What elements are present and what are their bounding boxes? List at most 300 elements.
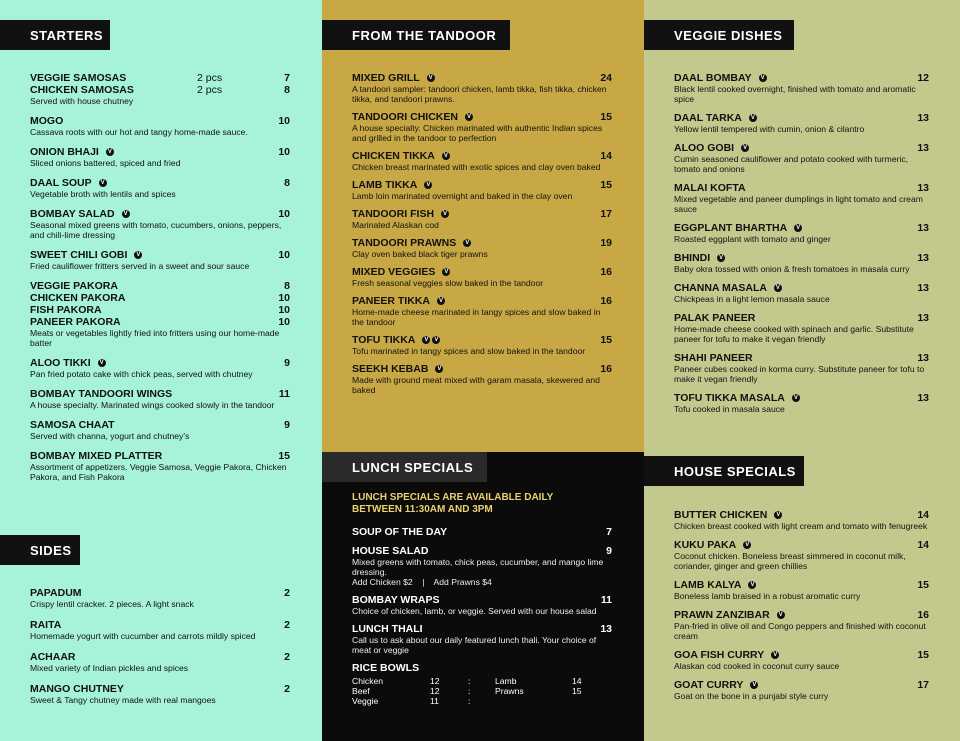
- menu-item-description: A house specialty. Chicken marinated with authentic Indian spices and grilled in the tandoor to perfection: [352, 123, 603, 143]
- rice-bowl-name: Veggie: [352, 696, 379, 706]
- menu-item-description: Chicken breast marinated with exotic spices and clay oven baked: [352, 162, 601, 172]
- vegetarian-icon: V: [136, 252, 141, 258]
- menu-item-description: Tofu marinated in tangy spices and slow baked in the tandoor: [352, 346, 586, 356]
- menu-item: [30, 249, 290, 271]
- veggie-list: [674, 72, 929, 422]
- menu-item-description: Served with channa, yogurt and chutney's: [30, 431, 190, 441]
- menu-item-price: 10: [278, 292, 290, 304]
- menu-item-description: Coconut chicken. Boneless breast simmered in coconut milk, coriander, ginger and green chillies: [674, 551, 906, 571]
- menu-item: [352, 72, 612, 104]
- vegetarian-icon: V: [760, 75, 765, 81]
- vegetarian-icon: V: [778, 612, 783, 618]
- menu-item-name: BUTTER CHICKEN: [674, 509, 768, 521]
- menu-item-price: 7: [284, 72, 290, 84]
- lunch-list: [352, 492, 612, 713]
- menu-item: [674, 312, 929, 344]
- section-header-house: HOUSE SPECIALS: [644, 456, 804, 486]
- menu-item-row: [30, 72, 290, 84]
- menu-item-price: 14: [917, 539, 929, 551]
- sides-list: [30, 587, 290, 715]
- menu-item-row: [30, 683, 290, 695]
- menu-item: [674, 352, 929, 384]
- menu-item-description: Marinated Alaskan cod: [352, 220, 439, 230]
- menu-item-name: HOUSE SALAD: [352, 545, 429, 557]
- menu-item-quantity: 2 pcs: [197, 72, 223, 84]
- menu-item: [30, 115, 290, 137]
- menu-item-description: Lamb loin marinated overnight and baked in the clay oven: [352, 191, 573, 201]
- menu-item: [30, 450, 290, 482]
- menu-item: [30, 587, 290, 609]
- rice-bowl-price: 14: [572, 676, 582, 686]
- menu-item-price: 12: [917, 72, 929, 84]
- menu-item-row: [674, 679, 929, 691]
- menu-item-price: 14: [917, 509, 929, 521]
- menu-item-row: [30, 388, 290, 400]
- menu-item-name: TANDOORI FISH: [352, 208, 435, 220]
- vegetarian-icon: V: [465, 240, 470, 246]
- menu-item-name: ALOO TIKKI: [30, 357, 91, 369]
- menu-item-name: PAPADUM: [30, 587, 82, 599]
- menu-item-price: 13: [917, 142, 929, 154]
- menu-item-price: 10: [278, 146, 290, 158]
- menu-item: [352, 208, 612, 230]
- menu-item-description: Chicken breast cooked with light cream and tomato with fenugreek: [674, 521, 928, 531]
- menu-item-price: 19: [600, 237, 612, 249]
- menu-item-row: [674, 392, 929, 404]
- menu-item-row: [30, 304, 290, 316]
- menu-item: [30, 292, 290, 304]
- menu-item-description: Home-made cheese marinated in tangy spices and slow baked in the tandoor: [352, 307, 601, 327]
- vegetarian-icon: V: [443, 153, 448, 159]
- menu-item-row: [352, 150, 612, 162]
- menu-item-row: [674, 222, 929, 234]
- menu-item-row: [674, 312, 929, 324]
- menu-item-description: Crispy lentil cracker. 2 pieces. A light snack: [30, 599, 194, 609]
- menu-item-row: [352, 237, 612, 249]
- menu-item-price: 15: [600, 179, 612, 191]
- menu-item-price: 2: [284, 619, 290, 631]
- menu-item-name: SHAHI PANEER: [674, 352, 753, 364]
- menu-item-row: [674, 509, 929, 521]
- vegetarian-icon: V: [750, 115, 755, 121]
- menu-item-description: Yellow lentil tempered with cumin, onion & cilantro: [674, 124, 865, 134]
- menu-item-description: Tofu cooked in masala sauce: [674, 404, 785, 414]
- menu-item: [352, 150, 612, 172]
- menu-item-name: DAAL SOUP: [30, 177, 92, 189]
- menu-item-quantity: 2 pcs: [197, 84, 223, 96]
- menu-item-row: [30, 619, 290, 631]
- rice-bowl-separator: :: [468, 696, 471, 706]
- menu-item-price: 13: [917, 312, 929, 324]
- menu-item: [30, 84, 290, 106]
- menu-item: [30, 419, 290, 441]
- menu-item-description: Roasted eggplant with tomato and ginger: [674, 234, 831, 244]
- menu-item-name: BOMBAY TANDOORI WINGS: [30, 388, 173, 400]
- menu-item-name: LUNCH THALI: [352, 623, 423, 635]
- menu-item-row: [352, 208, 612, 220]
- vegetarian-icon: V: [775, 285, 780, 291]
- menu-item-row: [352, 594, 612, 606]
- menu-item-row: [674, 112, 929, 124]
- menu-item-price: 15: [278, 450, 290, 462]
- menu-item-name: ACHAAR: [30, 651, 76, 663]
- menu-item-description: Paneer cubes cooked in korma curry. Substitute paneer for tofu to make it vegan friendly: [674, 364, 925, 384]
- menu-item-name: FISH PAKORA: [30, 304, 102, 316]
- menu-item-row: [30, 419, 290, 431]
- vegetarian-icon: V: [719, 255, 724, 261]
- menu-item: [30, 304, 290, 316]
- menu-item: [352, 623, 612, 655]
- menu-item-name: GOA FISH CURRY: [674, 649, 765, 661]
- menu-item-price: 13: [600, 623, 612, 635]
- menu-item-price: 11: [278, 388, 290, 400]
- menu-item-price: 8: [284, 84, 290, 96]
- menu-item-price: 14: [600, 150, 612, 162]
- menu-item-name: KUKU PAKA: [674, 539, 737, 551]
- menu-item: [674, 222, 929, 244]
- menu-item-name: SOUP OF THE DAY: [352, 526, 448, 538]
- menu-item-description: Mixed greens with tomato, chick peas, cucumber, and mango lime dressing.: [352, 557, 604, 577]
- menu-item: [352, 334, 612, 356]
- menu-item-name: ONION BHAJI: [30, 146, 99, 158]
- menu-item-price: 9: [606, 545, 612, 557]
- starters-column: [0, 0, 322, 741]
- section-header-sides: SIDES: [0, 535, 80, 565]
- menu-item-price: 17: [917, 679, 929, 691]
- menu-item-price: 8: [284, 177, 290, 189]
- menu-item: [30, 357, 290, 379]
- menu-item-description: Made with ground meat mixed with garam masala, skewered and baked: [352, 375, 600, 395]
- menu-item-price: 11: [600, 594, 612, 606]
- menu-item: [674, 539, 929, 571]
- menu-item-row: [352, 72, 612, 84]
- menu-item-price: 10: [278, 304, 290, 316]
- menu-item-name: PRAWN ZANZIBAR: [674, 609, 770, 621]
- rice-bowl-name: Lamb: [495, 676, 517, 686]
- menu-item-row: [352, 266, 612, 278]
- menu-item-name: DAAL BOMBAY: [674, 72, 752, 84]
- menu-item: [352, 295, 612, 327]
- menu-item-name: GOAT CURRY: [674, 679, 744, 691]
- menu-item-name: MALAI KOFTA: [674, 182, 746, 194]
- menu-item-price: 10: [278, 249, 290, 261]
- menu-item-row: [352, 295, 612, 307]
- menu-item-price: 13: [917, 182, 929, 194]
- menu-item-price: 16: [600, 266, 612, 278]
- menu-item-price: 16: [600, 295, 612, 307]
- rice-bowl-price: 12: [430, 676, 440, 686]
- menu-item-description: Meats or vegetables lightly fried into fritters using our home-made batter: [30, 328, 280, 348]
- menu-item-price: 15: [917, 579, 929, 591]
- menu-item: [674, 509, 929, 531]
- menu-item-row: [30, 450, 290, 462]
- menu-item-description: Clay oven baked black tiger prawns: [352, 249, 488, 259]
- menu-item-description: Cassava roots with our hot and tangy home-made sauce.: [30, 127, 248, 137]
- menu-item-price: 2: [284, 651, 290, 663]
- menu-item-price: 10: [278, 115, 290, 127]
- menu-item-price: 8: [284, 280, 290, 292]
- menu-item: [352, 594, 612, 616]
- menu-item-price: 13: [917, 392, 929, 404]
- rice-bowl-name: Beef: [352, 686, 370, 696]
- menu-item-row: [30, 292, 290, 304]
- menu-item: [30, 651, 290, 673]
- menu-item-price: 16: [917, 609, 929, 621]
- menu-item-description: Boneless lamb braised in a robust aromatic curry: [674, 591, 861, 601]
- menu-item-row: [674, 252, 929, 264]
- menu-item-name: LAMB TIKKA: [352, 179, 418, 191]
- menu-item: [30, 208, 290, 240]
- menu-item-row: [674, 72, 929, 84]
- menu-item-description: Baby okra tossed with onion & fresh tomatoes in masala curry: [674, 264, 910, 274]
- menu-item: [30, 146, 290, 168]
- menu-item-name: EGGPLANT BHARTHA: [674, 222, 788, 234]
- vegetarian-icon: V: [444, 269, 449, 275]
- lunch-availability-note: LUNCH SPECIALS ARE AVAILABLE DAILY BETWEEN 11:30AM AND 3PM: [352, 492, 554, 515]
- menu-item: [352, 545, 612, 587]
- menu-item-name: RAITA: [30, 619, 62, 631]
- menu-item-name: VEGGIE PAKORA: [30, 280, 118, 292]
- rice-bowl-separator: :: [468, 686, 471, 696]
- menu-item-name: BHINDI: [674, 252, 711, 264]
- menu-item-name: PANEER PAKORA: [30, 316, 121, 328]
- menu-item: [30, 72, 290, 84]
- menu-item-row: [674, 539, 929, 551]
- menu-item-description: Mixed variety of Indian pickles and spices: [30, 663, 189, 673]
- menu-item-price: 10: [278, 208, 290, 220]
- menu-item-name: MIXED VEGGIES: [352, 266, 436, 278]
- menu-item-description: Assortment of appetizers. Veggie Samosa, Veggie Pakora, Chicken Pakora, and Fish Pakora: [30, 462, 287, 482]
- vegetarian-icon: V: [426, 182, 431, 188]
- menu-item-row: [30, 208, 290, 220]
- menu-item-description: Sweet & Tangy chutney made with real mangoes: [30, 695, 216, 705]
- vegetarian-icon: V: [437, 366, 442, 372]
- menu-item-row: [352, 111, 612, 123]
- menu-item-price: 2: [284, 683, 290, 695]
- menu-item-price: 13: [917, 352, 929, 364]
- menu-item: [30, 619, 290, 641]
- menu-item-description: Pan-fried in olive oil and Congo peppers and finished with coconut cream: [674, 621, 926, 641]
- rice-bowl-price: 11: [430, 696, 439, 706]
- menu-item-name: SWEET CHILI GOBI: [30, 249, 128, 261]
- menu-item-name: LAMB KALYA: [674, 579, 742, 591]
- menu-item-name: MOGO: [30, 115, 64, 127]
- menu-item-description: Fresh seasonal veggies slow baked in the tandoor: [352, 278, 544, 288]
- menu-item: [30, 316, 290, 348]
- menu-item-name: CHICKEN PAKORA: [30, 292, 126, 304]
- menu-item-name: MIXED GRILL: [352, 72, 420, 84]
- menu-item-name: CHANNA MASALA: [674, 282, 767, 294]
- menu-item-name: DAAL TARKA: [674, 112, 742, 124]
- section-header-veggie: VEGGIE DISHES: [644, 20, 794, 50]
- vegetarian-icon: V: [438, 298, 443, 304]
- vegetarian-icon: V: [793, 395, 798, 401]
- menu-item-description: A tandoori sampler: tandoori chicken, lamb tikka, fish tikka, chicken tikka, and tandoori prawns.: [352, 84, 607, 104]
- section-header-starters: STARTERS: [0, 20, 110, 50]
- rice-bowls-grid: [352, 676, 612, 706]
- menu-item-row: [674, 649, 929, 661]
- menu-item-price: 15: [917, 649, 929, 661]
- menu-item-name: BOMBAY MIXED PLATTER: [30, 450, 163, 462]
- vegetarian-icon: V: [466, 114, 471, 120]
- menu-item: [352, 111, 612, 143]
- menu-item-name: CHICKEN SAMOSAS: [30, 84, 134, 96]
- lunch-items: [352, 526, 612, 655]
- menu-item-row: [674, 579, 929, 591]
- menu-item-description: Alaskan cod cooked in coconut curry sauce: [674, 661, 840, 671]
- menu-item: [674, 72, 929, 104]
- menu-item-name: PALAK PANEER: [674, 312, 756, 324]
- vegetarian-icon: V: [107, 149, 112, 155]
- menu-item-row: [30, 316, 290, 328]
- menu-item: [352, 237, 612, 259]
- menu-item-description: Mixed vegetable and paneer dumplings in light tomato and cream sauce: [674, 194, 923, 214]
- menu-item-row: [674, 352, 929, 364]
- menu-item-row: [352, 526, 612, 538]
- menu-item-description: Pan fried potato cake with chick peas, served with chutney: [30, 369, 253, 379]
- menu-item-name: TANDOORI CHICKEN: [352, 111, 458, 123]
- menu-item-description: Fried cauliflower fritters served in a sweet and sour sauce: [30, 261, 250, 271]
- menu-item-price: 10: [278, 316, 290, 328]
- menu-item-row: [674, 142, 929, 154]
- menu-item: [674, 649, 929, 671]
- menu-item-row: [352, 334, 612, 346]
- menu-item-description: Call us to ask about our daily featured lunch thali. Your choice of meat or veggie: [352, 635, 597, 655]
- menu-item: [30, 683, 290, 705]
- menu-item-description: Homemade yogurt with cucumber and carrots mildly spiced: [30, 631, 256, 641]
- menu-item: [674, 609, 929, 641]
- menu-item: [674, 252, 929, 274]
- menu-item-price: 13: [917, 222, 929, 234]
- menu-item-description: Home-made cheese cooked with spinach and garlic. Substitute paneer for tofu to make it vegan friendly: [674, 324, 914, 344]
- vegetarian-icon: V: [443, 211, 448, 217]
- rice-bowl-name: Chicken: [352, 676, 384, 686]
- section-header-tandoor: FROM THE TANDOOR: [322, 20, 510, 50]
- menu-item: [674, 112, 929, 134]
- menu-item-name: TANDOORI PRAWNS: [352, 237, 457, 249]
- menu-item-description: Seasonal mixed greens with tomato, cucumbers, onions, peppers, and chili-lime dressing: [30, 220, 282, 240]
- menu-item-row: [30, 249, 290, 261]
- rice-bowl-price: 15: [572, 686, 582, 696]
- menu-item-name: SAMOSA CHAAT: [30, 419, 115, 431]
- menu-item-price: 13: [917, 112, 929, 124]
- menu-item-name: CHICKEN TIKKA: [352, 150, 435, 162]
- menu-item-name: MANGO CHUTNEY: [30, 683, 124, 695]
- menu-item: [674, 142, 929, 174]
- vegetarian-icon: V: [745, 542, 750, 548]
- menu-item: [674, 392, 929, 414]
- menu-item-description: Cumin seasoned cauliflower and potato cooked with turmeric, tomato and onions: [674, 154, 909, 174]
- vegetarian-icon: V: [434, 337, 439, 343]
- menu-item: [30, 388, 290, 410]
- vegetarian-icon: V: [752, 682, 757, 688]
- menu-item-name: ALOO GOBI: [674, 142, 735, 154]
- rice-bowls-title: RICE BOWLS: [352, 662, 420, 674]
- vegetarian-icon: V: [123, 211, 128, 217]
- menu-item-row: [30, 651, 290, 663]
- menu-item-description: Vegetable broth with lentils and spices: [30, 189, 176, 199]
- rice-bowl-price: 12: [430, 686, 440, 696]
- vegetarian-icon: V: [100, 180, 105, 186]
- menu-item: [352, 266, 612, 288]
- menu-item-row: [674, 182, 929, 194]
- menu-item-row: [30, 84, 290, 96]
- rice-bowl-name: Prawns: [495, 686, 524, 696]
- menu-item-row: [674, 282, 929, 294]
- menu-item-row: [30, 587, 290, 599]
- menu-item-description: A house specialty. Marinated wings cooked slowly in the tandoor: [30, 400, 275, 410]
- menu-item-price: 15: [600, 111, 612, 123]
- lunch-column: [322, 452, 644, 741]
- rice-bowl-separator: :: [468, 676, 471, 686]
- menu-item: [352, 363, 612, 395]
- menu-item: [30, 177, 290, 199]
- menu-item-price: 15: [600, 334, 612, 346]
- menu-item-price: 13: [917, 252, 929, 264]
- menu-item-row: [352, 623, 612, 635]
- menu-item-price: 7: [606, 526, 612, 538]
- tandoor-list: [352, 72, 612, 402]
- vegetarian-icon: V: [773, 652, 778, 658]
- menu-item-name: PANEER TIKKA: [352, 295, 430, 307]
- starters-list: [30, 72, 290, 491]
- menu-item-name: TOFU TIKKA MASALA: [674, 392, 785, 404]
- vegetarian-icon: V: [424, 337, 429, 343]
- menu-item-name: SEEKH KEBAB: [352, 363, 429, 375]
- rice-bowls: [352, 662, 612, 706]
- veggie-column: [644, 0, 960, 741]
- vegetarian-icon: V: [796, 225, 801, 231]
- menu-item-description: Served with house chutney: [30, 96, 134, 106]
- menu-item-description: Goat on the bone in a punjabi style curry: [674, 691, 829, 701]
- menu-item-row: [30, 146, 290, 158]
- house-list: [674, 509, 929, 709]
- menu-item-description: Black lentil cooked overnight, finished with tomato and aromatic spice: [674, 84, 916, 104]
- section-header-lunch: LUNCH SPECIALS: [322, 452, 487, 482]
- menu-item-price: 16: [600, 363, 612, 375]
- menu-item-price: 24: [600, 72, 612, 84]
- menu-item-price: 9: [284, 419, 290, 431]
- menu-item-row: [30, 177, 290, 189]
- vegetarian-icon: V: [750, 582, 755, 588]
- vegetarian-icon: V: [743, 145, 748, 151]
- menu-item: [352, 526, 612, 538]
- menu-item-row: [30, 280, 290, 292]
- menu-item-price: 9: [284, 357, 290, 369]
- menu-item: [674, 182, 929, 214]
- menu-item-row: [352, 363, 612, 375]
- menu-item-row: [30, 357, 290, 369]
- vegetarian-icon: V: [776, 512, 781, 518]
- menu-item-price: 17: [600, 208, 612, 220]
- menu-item-description: Chickpeas in a light lemon masala sauce: [674, 294, 830, 304]
- menu-item-name: BOMBAY SALAD: [30, 208, 115, 220]
- menu-item-addons: Add Chicken $2 | Add Prawns $4: [352, 577, 492, 587]
- menu-item-name: VEGGIE SAMOSAS: [30, 72, 127, 84]
- menu-item-price: 13: [917, 282, 929, 294]
- menu-item: [30, 280, 290, 292]
- menu-item-name: TOFU TIKKA: [352, 334, 416, 346]
- menu-item: [674, 679, 929, 701]
- vegetarian-icon: V: [99, 360, 104, 366]
- menu-item-description: Choice of chicken, lamb, or veggie. Served with our house salad: [352, 606, 597, 616]
- menu-item-row: [352, 545, 612, 557]
- menu-item: [352, 179, 612, 201]
- menu-item-row: [30, 115, 290, 127]
- menu-item: [674, 579, 929, 601]
- menu-item-row: [352, 179, 612, 191]
- menu-item: [674, 282, 929, 304]
